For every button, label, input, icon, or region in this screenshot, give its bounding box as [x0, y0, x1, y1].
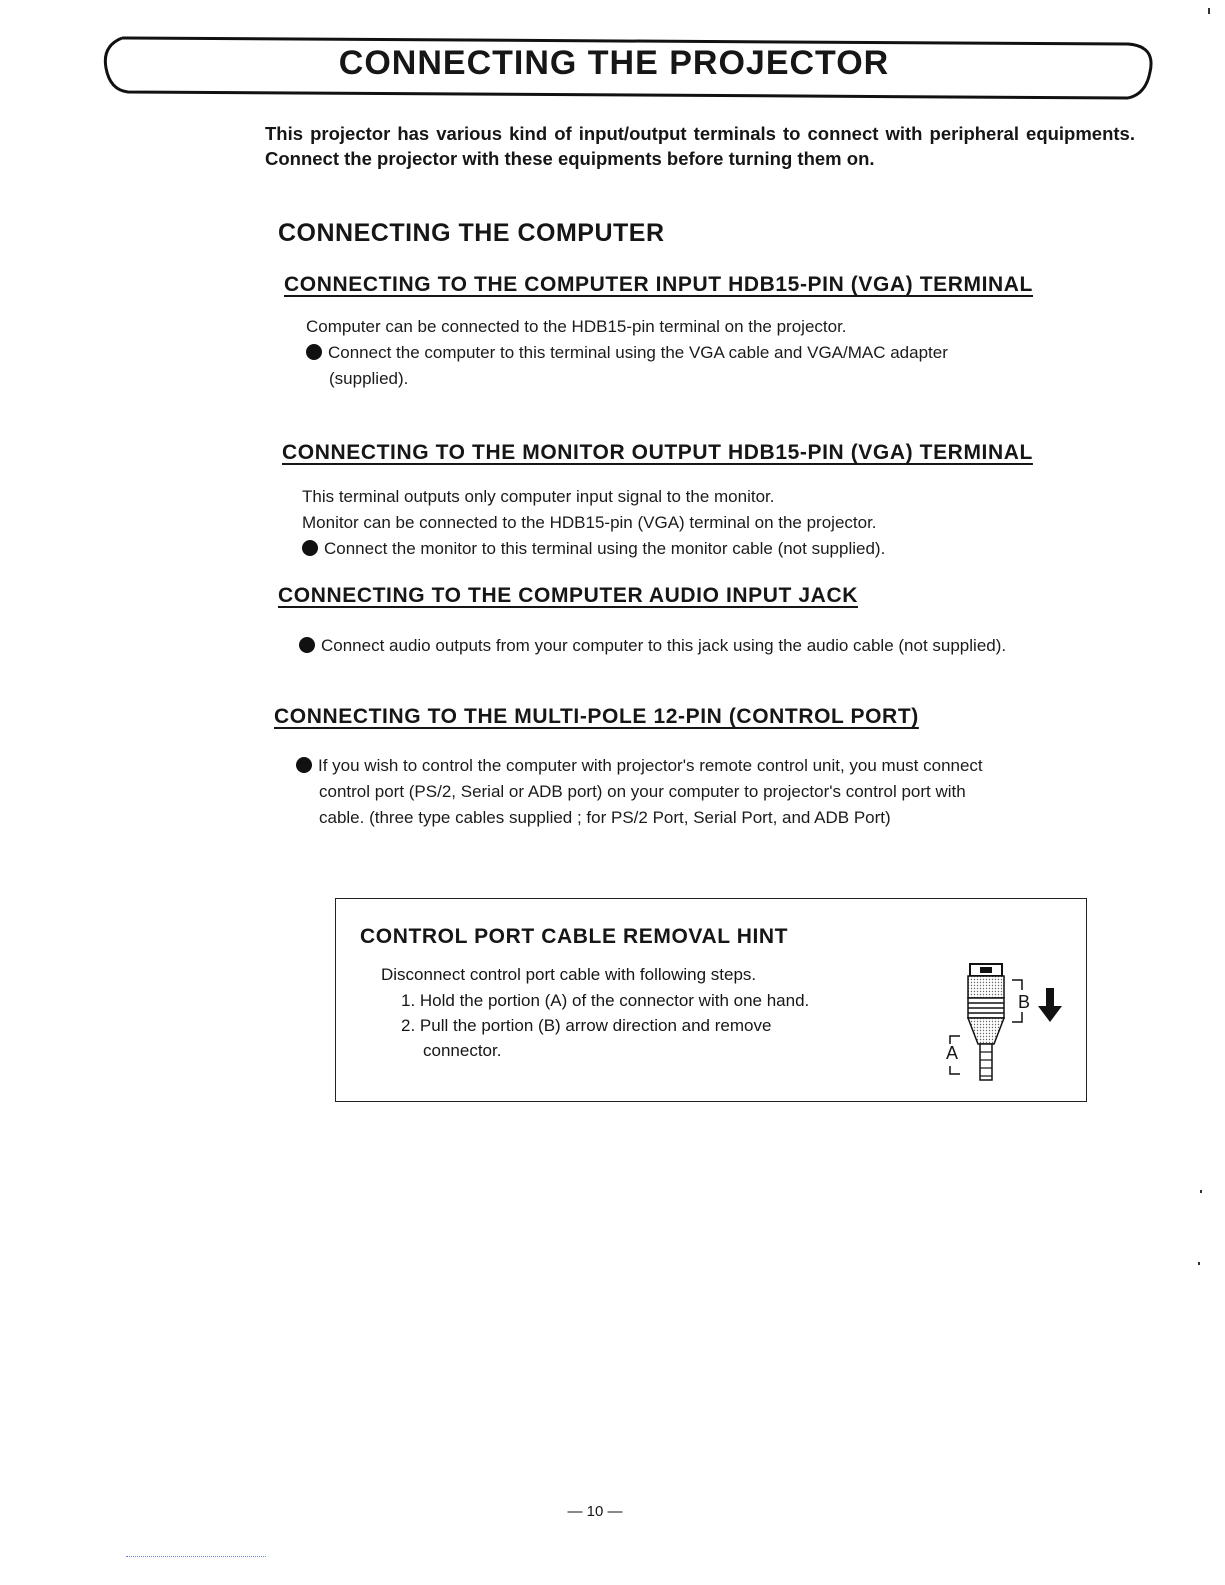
connector-diagram — [940, 960, 1070, 1084]
bullet-icon — [299, 637, 315, 653]
label-b: B — [1018, 992, 1031, 1012]
bullet-text: Connect audio outputs from your computer to this jack using the audio cable (not supplied). — [321, 636, 1007, 655]
bottom-scan-line — [126, 1556, 266, 1557]
subsection-heading-audio-input: CONNECTING TO THE COMPUTER AUDIO INPUT JACK — [278, 584, 858, 607]
subsection-heading-monitor-output: CONNECTING TO THE MONITOR OUTPUT HDB15-PIN (VGA) TERMINAL — [282, 441, 1033, 464]
subsection-heading-control-port: CONNECTING TO THE MULTI-POLE 12-PIN (CONTROL PORT) — [274, 705, 919, 728]
connector-illustration-icon — [940, 960, 1070, 1084]
hint-title: CONTROL PORT CABLE REMOVAL HINT — [360, 925, 789, 948]
bullet-icon — [296, 757, 312, 773]
bullet-icon — [302, 540, 318, 556]
page-number: — 10 — — [567, 1503, 623, 1520]
control-port-bullet — [296, 754, 983, 778]
section-heading: CONNECTING THE COMPUTER — [278, 219, 665, 247]
computer-input-bullet — [306, 341, 948, 365]
hint-step-1: 1. Hold the portion (A) of the connector with one hand. — [401, 991, 810, 1010]
bullet-text: If you wish to control the computer with projector's remote control unit, you must connect — [318, 756, 983, 775]
control-port-bullet-cont-1: control port (PS/2, Serial or ADB port) on your computer to projector's control port with — [319, 782, 966, 801]
subsection-heading-computer-input: CONNECTING TO THE COMPUTER INPUT HDB15-PIN (VGA) TERMINAL — [284, 273, 1033, 296]
scan-mark — [1200, 1190, 1202, 1193]
page-title: CONNECTING THE PROJECTOR — [338, 44, 890, 82]
intro-paragraph: This projector has various kind of input/output terminals to connect with peripheral equipments. Connect the projector with these equipments before turning them on. — [265, 123, 1135, 169]
bullet-text: Connect the computer to this terminal using the VGA cable and VGA/MAC adapter — [328, 343, 948, 362]
bullet-text: Connect the monitor to this terminal using the monitor cable (not supplied). — [324, 539, 886, 558]
audio-input-bullet — [299, 634, 1006, 658]
bullet-icon — [306, 344, 322, 360]
computer-input-bullet-cont: (supplied). — [329, 369, 409, 388]
control-port-bullet-cont-2: cable. (three type cables supplied ; for PS/2 Port, Serial Port, and ADB Port) — [319, 808, 891, 827]
scan-mark — [1198, 1262, 1200, 1265]
scan-mark — [1208, 8, 1210, 14]
hint-step-2-cont: connector. — [423, 1041, 502, 1060]
computer-input-text: Computer can be connected to the HDB15-pin terminal on the projector. — [306, 317, 847, 336]
monitor-output-text-2: Monitor can be connected to the HDB15-pin (VGA) terminal on the projector. — [302, 513, 877, 532]
hint-step-2: 2. Pull the portion (B) arrow direction and remove — [401, 1016, 772, 1035]
hint-intro: Disconnect control port cable with following steps. — [381, 965, 757, 984]
label-a: A — [946, 1043, 959, 1063]
monitor-output-bullet — [302, 537, 885, 561]
monitor-output-text-1: This terminal outputs only computer input signal to the monitor. — [302, 487, 775, 506]
